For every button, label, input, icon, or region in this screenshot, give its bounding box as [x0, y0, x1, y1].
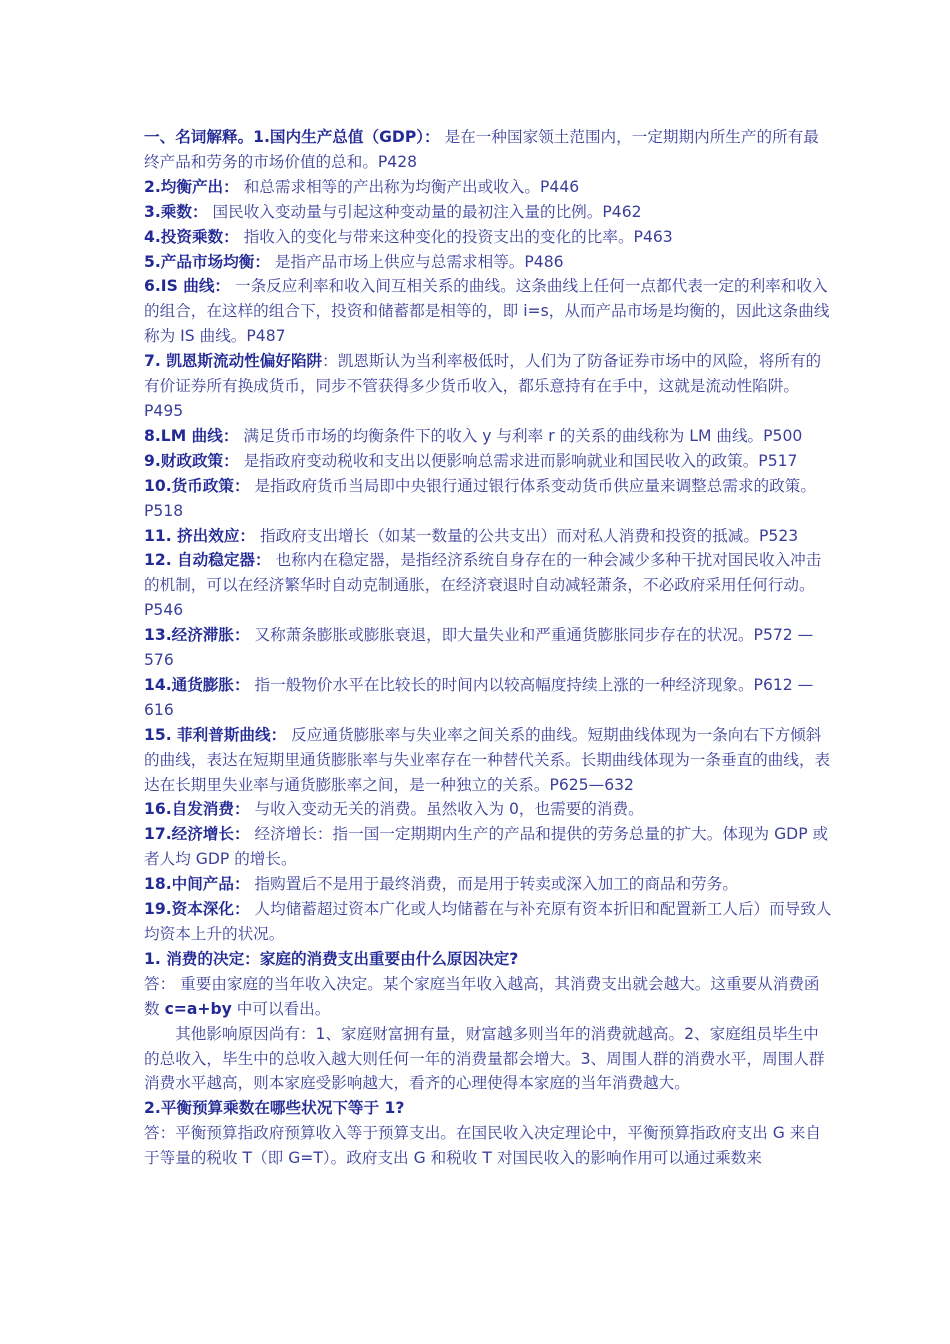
definition-item: [144, 673, 834, 723]
definition-term: 2.均衡产出：: [144, 177, 239, 196]
definition-text: 是指政府变动税收和支出以便影响总需求进而影响就业和国民收入的政策。P517: [238, 451, 798, 470]
definition-term: 14.通货膨胀：: [144, 675, 250, 694]
definition-term: 18.中间产品：: [144, 875, 250, 894]
answer-other-factors: 其他影响原因尚有：1、家庭财富拥有量，财富越多则当年的消费就越高。2、家庭组员毕生中的总收入，毕生中的总收入越大则任何一年的消费量都会增大。3、周围人群的消费水平，周围人群消费水平越高，则本家庭受影响越大，看齐的心理使得本家庭的当年消费越大。: [144, 1024, 825, 1093]
definition-term: 一、名词解释。1.国内生产总值（GDP）：: [144, 128, 440, 146]
definition-text: 指政府支出增长（如某一数量的公共支出）而对私人消费和投资的抵减。P523: [255, 526, 799, 545]
definition-item: [144, 200, 834, 225]
definition-text: ：凯恩斯认为当利率极低时，人们为了防备证券市场中的风险，将所有的有价证券所有换成货币，同步不管获得多少货币收入，都乐意持有在手中，这就是流动性陷阱。P495: [144, 352, 822, 420]
definition-item: [144, 274, 834, 349]
definition-item: [144, 225, 834, 250]
consumption-formula: c=a+by: [164, 999, 232, 1018]
definition-term: 10.货币政策：: [144, 476, 250, 495]
question-heading: 1. 消费的决定：家庭的消费支出重要由什么原因决定?: [144, 949, 519, 968]
definition-item: [144, 797, 834, 822]
definition-text: 也称内在稳定器，是指经济系统自身存在的一种会减少多种干扰对国民收入冲击的机制，可以在经济繁华时自动克制通胀，在经济衰退时自动减轻萧条，不必政府采用任何行动。P546: [144, 551, 822, 620]
question-heading: 2.平衡预算乘数在哪些状况下等于 1?: [144, 1099, 405, 1118]
definition-term: 19.资本深化：: [144, 900, 250, 919]
definition-text: 经济增长：指一国一定期期内生产的产品和提供的劳务总量的扩大。体现为 GDP 或者人均 GDP 的增长。: [144, 825, 829, 869]
definition-item: [144, 175, 834, 200]
definition-text: 是在一种国家领土范围内，一定期期内所生产的所有最终产品和劳务的市场价值的总和。P428: [144, 128, 819, 171]
definition-item: [144, 474, 834, 524]
definition-item: [144, 822, 834, 872]
definition-item: [144, 623, 834, 673]
definition-term: 15. 菲利普斯曲线：: [144, 725, 287, 744]
definition-text: 人均储蓄超过资本广化或人均储蓄在与补充原有资本折旧和配置新工人后）而导致人均资本上升的状况。: [144, 900, 832, 943]
definition-term: 5.产品市场均衡：: [144, 252, 270, 271]
definition-item: [144, 424, 834, 449]
answer-text: 平衡预算指政府预算收入等于预算支出。在国民收入决定理论中，平衡预算指政府支出 G 来自于等量的税收 T（即 G=T）。政府支出 G 和税收 T 对国民收入的影响作用可以通过乘数来: [144, 1124, 821, 1168]
definition-text: 满足货币市场的均衡条件下的收入 y 与利率 r 的关系的曲线称为 LM 曲线。P500: [238, 426, 803, 445]
definition-term: 16.自发消费：: [144, 800, 250, 819]
definition-text: 和总需求相等的产出称为均衡产出或收入。P446: [238, 177, 580, 196]
answer-label: 答：: [144, 974, 176, 993]
definition-item: [144, 125, 834, 175]
definition-term: 3.乘数：: [144, 202, 208, 221]
answer-text: 重要由家庭的当年收入决定。某个家庭当年收入越高，其消费支出就会越大。这重要从消费函数: [144, 974, 820, 1018]
definition-item: [144, 449, 834, 474]
definition-text: 国民收入变动量与引起这种变动量的最初注入量的比例。P462: [207, 202, 642, 221]
definition-text: 与收入变动无关的消费。虽然收入为 0，也需要的消费。: [249, 800, 644, 819]
definition-item: [144, 548, 834, 623]
definition-term: 6.IS 曲线：: [144, 277, 231, 296]
definition-term: 11. 挤出效应：: [144, 526, 256, 545]
answer-paragraph: [144, 972, 834, 1022]
definition-text: 是指产品市场上供应与总需求相等。P486: [269, 252, 564, 271]
definition-term: 7. 凯恩斯流动性偏好陷阱: [144, 352, 323, 371]
answer-tail: 中可以看出。: [231, 999, 331, 1018]
definition-item: [144, 349, 834, 424]
definition-item: [144, 250, 834, 275]
document-content: [144, 125, 834, 1171]
definition-term: 9.财政政策：: [144, 451, 239, 470]
definition-text: 又称萧条膨胀或膨胀衰退，即大量失业和严重通货膨胀同步存在的状况。P572 — 576: [144, 626, 814, 670]
definition-item: [144, 723, 834, 798]
definition-term: 13.经济滞胀：: [144, 626, 250, 645]
definition-text: 指购置后不是用于最终消费，而是用于转卖或深入加工的商品和劳务。: [249, 875, 738, 894]
definition-term: 8.LM 曲线：: [144, 426, 239, 445]
definition-item: [144, 897, 834, 947]
definition-text: 反应通货膨胀率与失业率之间关系的曲线。短期曲线体现为一条向右下方倾斜的曲线，表达在短期里通货膨胀率与失业率存在一种替代关系。长期曲线体现为一条垂直的曲线，表达在长期里失业率与通货膨胀率之间，是一种独立的关系。P625—632: [144, 725, 831, 794]
definition-term: 12. 自动稳定器：: [144, 551, 271, 570]
definition-term: 4.投资乘数：: [144, 227, 239, 246]
definition-text: 是指政府货币当局即中央银行通过银行体系变动货币供应量来调整总需求的政策。P518: [144, 476, 816, 520]
answer-paragraph: [144, 1121, 834, 1171]
definition-item: [144, 872, 834, 897]
definition-term: 17.经济增长：: [144, 825, 250, 844]
answer-label: 答：: [144, 1124, 176, 1143]
definition-text: 指一般物价水平在比较长的时间内以较高幅度持续上涨的一种经济现象。P612 — 616: [144, 675, 814, 719]
definition-item: [144, 524, 834, 549]
definition-text: 指收入的变化与带来这种变化的投资支出的变化的比率。P463: [238, 227, 673, 246]
definition-text: 一条反应利率和收入间互相关系的曲线。这条曲线上任何一点都代表一定的利率和收入的组合，在这样的组合下，投资和储蓄都是相等的，即 i=s，从而产品市场是均衡的，因此这条曲线称为 IS 曲线。P487: [144, 277, 830, 346]
